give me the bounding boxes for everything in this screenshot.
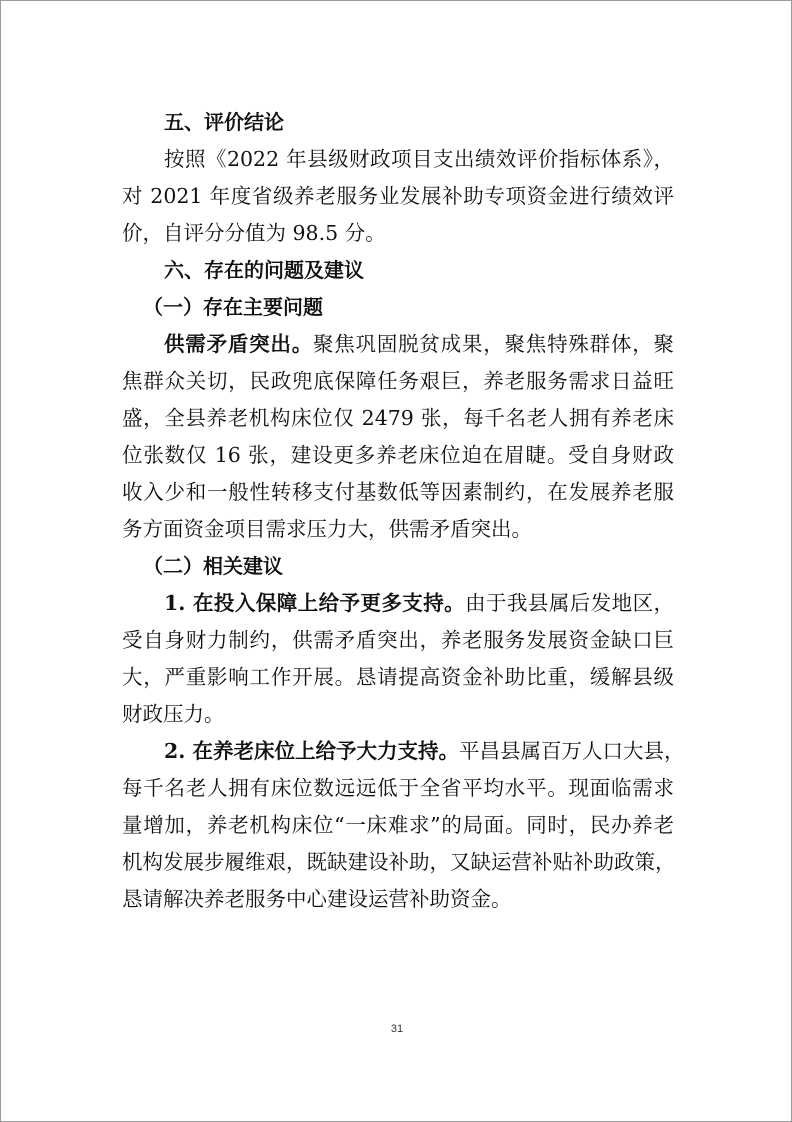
paragraph-line — [164, 736, 685, 766]
paragraph-line: 机构发展步履维艰，既缺建设补助，又缺运营补贴补助政策， — [122, 850, 676, 874]
subsection-heading-2: （二）相关建议 — [143, 554, 283, 578]
paragraph-line: 价，自评分分值为 98.5 分。 — [122, 221, 386, 245]
paragraph-line: 财政压力。 — [122, 702, 225, 726]
paragraph-line: 按照《2022 年县级财政项目支出绩效评价指标体系》， — [164, 147, 674, 171]
paragraph-line: 受自身财力制约，供需矛盾突出，养老服务发展资金缺口巨 — [122, 628, 674, 652]
paragraph-line: 恳请解决养老服务中心建设运营补助资金。 — [122, 887, 512, 911]
paragraph-line: 量增加，养老机构床位“一床难求”的局面。同时，民办养老 — [122, 813, 674, 837]
paragraph-line: 务方面资金项目需求压力大，供需矛盾突出。 — [122, 517, 532, 541]
section-heading-5: 五、评价结论 — [164, 110, 284, 134]
paragraph-text: 平昌县属百万人口大县， — [459, 739, 685, 763]
paragraph-line — [164, 588, 674, 618]
paragraph-line: 盛，全县养老机构床位仅 2479 张，每千名老人拥有养老床 — [122, 406, 674, 430]
page-number: 31 — [390, 1023, 404, 1035]
paragraph-line: 焦群众关切，民政兜底保障任务艰巨，养老服务需求日益旺 — [122, 369, 674, 393]
subsection-heading-1: （一）存在主要问题 — [143, 295, 323, 319]
bold-lead: 供需矛盾突出。 — [164, 332, 313, 356]
paragraph-line: 收入少和一般性转移支付基数低等因素制约，在发展养老服 — [122, 480, 674, 504]
section-heading-6: 六、存在的问题及建议 — [164, 258, 364, 282]
paragraph-text: 聚焦巩固脱贫成果，聚焦特殊群体，聚 — [312, 332, 675, 356]
paragraph-line: 对 2021 年度省级养老服务业发展补助专项资金进行绩效评 — [122, 184, 674, 208]
paragraph-line: 每千名老人拥有床位数远远低于全省平均水平。现面临需求 — [122, 776, 674, 800]
paragraph-line — [164, 329, 674, 359]
bold-lead: 1. 在投入保障上给予更多支持。 — [164, 591, 466, 615]
paragraph-line: 大，严重影响工作开展。恳请提高资金补助比重，缓解县级 — [122, 665, 674, 689]
paragraph-line: 位张数仅 16 张，建设更多养老床位迫在眉睫。受自身财政 — [122, 443, 674, 467]
bold-lead: 2. 在养老床位上给予大力支持。 — [164, 739, 460, 763]
paragraph-text: 由于我县属后发地区， — [465, 591, 675, 615]
